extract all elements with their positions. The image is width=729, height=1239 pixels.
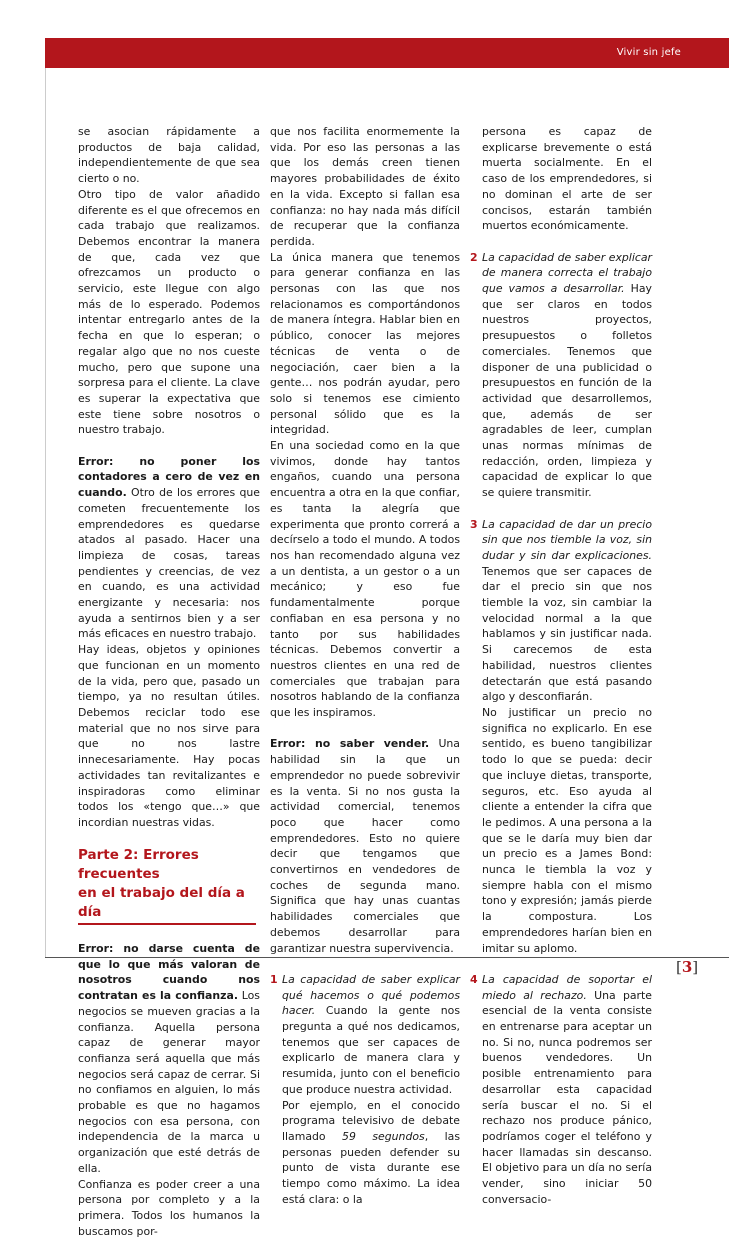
paragraph: En una sociedad como en la que vivimos, donde hay tantos engaños, cuando una persona encuentra a otra en la que confiar, es tanta la alegría que experimenta que pronto correrá a decírselo a todo el mundo. A todos nos han recomendado alguna vez a un dentista, a un gestor o a un mecánico; y eso fue fundamentalmente porque confiaban en esa persona y no tanto por sus habilidades técnicas. Debemos convertir a nuestros clientes en una red de comerciales que trabajan para nosotros hablando de la confianza que les inspiramos. <box>270 439 460 720</box>
running-header-title: Vivir sin jefe <box>616 47 681 58</box>
paragraph-gap <box>470 234 652 250</box>
error-body: Los negocios se mueven gracias a la confianza. Aquella persona capaz de generar mayor confianza será aquella que más negocios será capaz de cerrar. Si no confiamos en alguien, lo más probable es que no hagamos negocios con esa persona, con independencia de la marca u organización que esté detrás de ella. <box>78 989 260 1175</box>
error-paragraph <box>270 736 460 956</box>
paragraph-gap <box>270 721 460 737</box>
paragraph-gap <box>470 956 652 972</box>
error-body: Otro de los errores que cometen frecuentemente los emprendedores es quedarse atados al pasado. Hacer una limpieza de cosas, tareas pendientes y creencias, de vez en cuando, es una actividad energizante y necesaria: nos ayuda a sentirnos bien y a ser más eficaces en nuestro trabajo. <box>78 486 260 641</box>
item-title: La capacidad de soportar el miedo al rechazo. <box>482 972 652 1002</box>
section-heading <box>78 846 260 925</box>
paragraph: que nos facilita enormemente la vida. Por eso las personas a las que los demás creen tienen mayores probabilidades de éxito en la vida. Excepto si fallan esa confianza: no hay nada más difícil de recuperar que la confianza perdida. <box>270 125 460 248</box>
paragraph: Hay ideas, objetos y opiniones que funcionan en un momento de la vida, pero que, pasado un tiempo, ya no resultan útiles. Debemos reciclar todo ese material que no nos sirve para que no nos lastre innecesariamente. Hay pocas actividades tan revitalizantes e inspiradoras como eliminar todos los «tengo que…» que incordian nuestras vidas. <box>78 643 260 829</box>
numbered-item-3 <box>470 517 652 957</box>
item-title: La capacidad de saber explicar de manera correcta el trabajo que vamos a desarrollar. <box>482 250 652 296</box>
item-paragraph <box>482 250 652 501</box>
numbered-item-1-continued <box>470 124 652 234</box>
text-column-2 <box>270 124 460 1207</box>
error-body: Una habilidad sin la que un emprendedor no puede sobrevivir es la venta. Si no nos gusta la actividad comercial, tenemos poco que hacer como emprendedores. Esto no quiere decir que tengamos que convertirnos en vendedores de coches de segunda mano. Significa que hay unas cuantas habilidades comerciales que debemos desarrollar para garantizar nuestra supervivencia. <box>270 737 460 955</box>
section-title-line-2: en el trabajo del día a día <box>78 885 245 921</box>
paragraph: La única manera que tenemos para generar confianza en las personas con las que nos relacionamos es comportándonos de manera íntegra. Hablar bien en público, conocer las mejores técnicas de venta o de negociación, caer bien a la gente… nos podrán ayudar, pero solo si tenemos ese cimiento personal sólido que es la integridad. <box>270 250 460 437</box>
item-paragraph <box>282 972 460 1098</box>
left-margin-rule <box>45 68 46 957</box>
numbered-item-1 <box>270 972 460 1208</box>
item-number: 4 <box>470 972 478 986</box>
error-heading: Error: no poner los contadores a cero de vez en cuando. <box>78 454 260 500</box>
footer-rule <box>45 957 729 958</box>
item-body: Cuando la gente nos pregunta a qué nos dedicamos, tenemos que ser capaces de explicarlo de manera clara y resumida, junto con el beneficio que produce nuestra actividad. <box>282 1004 460 1096</box>
page-number-value: 3 <box>681 958 693 976</box>
error-heading: Error: no darse cuenta de que lo que más valoran de nosotros cuando nos contratan es la confianza. <box>78 942 260 1003</box>
text-column-1 <box>78 124 260 1239</box>
paragraph-gap <box>78 831 260 847</box>
item-paragraph <box>482 517 652 705</box>
paragraph: se asocian rápidamente a productos de baja calidad, independientemente de que sea cierto o no. <box>78 125 260 186</box>
item-number: 3 <box>470 517 478 531</box>
bracket-open: [ <box>676 958 682 976</box>
item-body: Tenemos que ser capaces de dar el precio sin que nos tiemble la voz, sin cambiar la velocidad normal a la que hablamos y sin justificar nada. Si carecemos de esta habilidad, nuestros clientes detectarán que está pasando algo y desconfiarán. <box>482 564 652 704</box>
item-title: La capacidad de dar un precio sin que nos tiemble la voz, sin dudar y sin dar explicaciones. <box>482 517 652 562</box>
paragraph: Confianza es poder creer a una persona por completo y a la primera. Todos los humanos la buscamos por- <box>78 1177 260 1238</box>
header-bar <box>45 38 729 68</box>
error-heading: Error: no saber vender. <box>270 737 430 751</box>
item-number: 2 <box>470 250 478 264</box>
item-paragraph: persona es capaz de explicarse brevemente o está muerta socialmente. En el caso de los emprendedores, si no dominan el arte de ser concisos, estarán también muertos económicamente. <box>482 125 652 233</box>
item-paragraph <box>282 1098 460 1208</box>
paragraph: Otro tipo de valor añadido diferente es el que ofrecemos en cada trabajo que realizamos. Debemos encontrar la manera de que, cada vez que ofrezcamos un producto o servicio, este llegue con algo más de lo esperado. Podemos intentar entregarlo antes de la fecha en que lo esperan; o regalar algo que no nos cueste mucho, pero que supone una sorpresa para el cliente. La clave es superar la expectativa que este tiene sobre nosotros o nuestro trabajo. <box>78 187 260 437</box>
paragraph-gap <box>470 501 652 517</box>
paragraph-gap <box>270 956 460 972</box>
item-number: 1 <box>270 972 278 986</box>
item-title: La capacidad de saber explicar qué hacemos o qué podemos hacer. <box>282 972 460 1018</box>
bracket-close: ] <box>692 958 699 976</box>
program-title: 59 segundos <box>342 1129 425 1143</box>
section-title-line-1: Parte 2: Errores frecuentes <box>78 847 199 883</box>
page-number <box>676 958 698 976</box>
error-paragraph <box>78 941 260 1177</box>
text-column-3 <box>470 124 652 1207</box>
paragraph-gap <box>78 438 260 454</box>
item-paragraph: No justificar un precio no significa no explicarlo. En ese sentido, es bueno tangibilizar todo lo que se pueda: decir que incluye dietas, transporte, seguros, etc. Eso ayuda al cliente a entender la cifra que le pedimos. A una persona a la que se le daría muy bien dar un precio es a James Bond: nunca le tiembla la voz y siempre habla con el mismo tono y expresión; jamás pierde la compostura. Los emprendedores harían bien en imitar su aplomo. <box>482 705 652 955</box>
item-body: Hay que ser claros en todos nuestros proyectos, presupuestos o folletos comerciales. Tenemos que disponer de una publicidad o presupuestos en función de la actividad que desarrollemos, que, además de ser agradables de leer, cumplan unas normas mínimas de redacción, orden, limpieza y capacidad de explicar lo que se quiere transmitir. <box>482 282 652 500</box>
item-body: Una parte esencial de la venta consiste en entrenarse para aceptar un no. Si no, nunca podremos ser buenos vendedores. Un posible entrenamiento para desarrollar esta capacidad sería buscar el no. Si el rechazo nos produce pánico, podríamos coger el teléfono y hacer llamadas sin descanso. El objetivo para un día no sería vender, sino iniciar 50 conversacio- <box>482 988 652 1206</box>
item-paragraph <box>482 972 652 1208</box>
numbered-item-4 <box>470 972 652 1208</box>
item-body: , las personas pueden defender su punto de vista durante ese tiempo como máximo. La idea está clara: o la <box>282 1129 460 1206</box>
paragraph-gap <box>78 925 260 941</box>
item-body: Por ejemplo, en el conocido programa televisivo de debate llamado <box>282 1098 460 1143</box>
numbered-item-2 <box>470 250 652 501</box>
error-paragraph <box>78 454 260 642</box>
